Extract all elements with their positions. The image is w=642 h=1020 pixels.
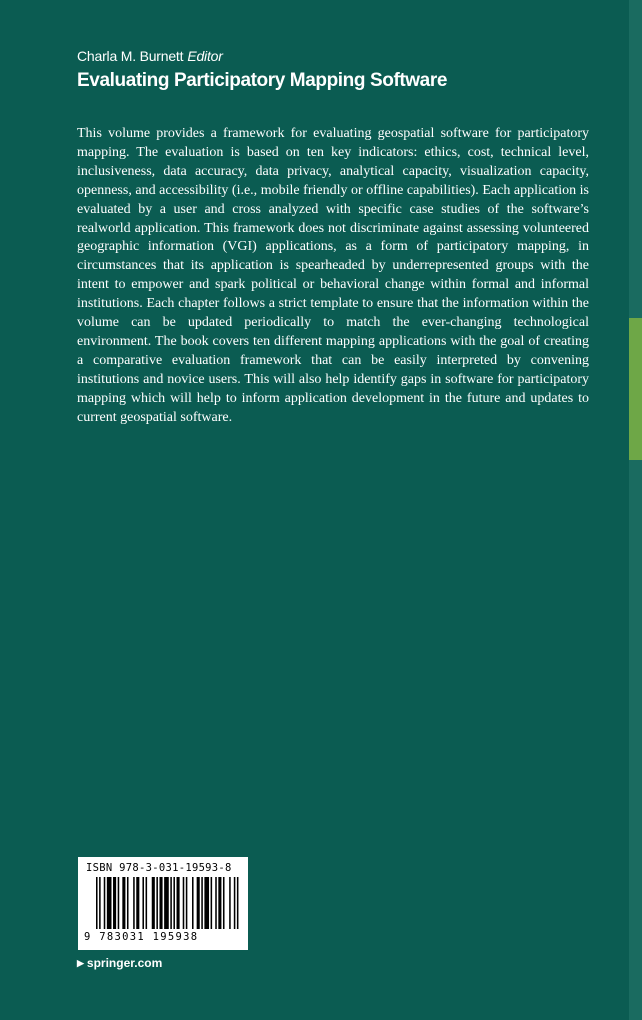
side-stripe: [629, 0, 642, 1020]
arrow-right-icon: ▶: [77, 957, 84, 968]
editor-role: Editor: [187, 48, 223, 64]
barcode-digits: 9 783031 195938: [84, 931, 199, 943]
barcode-bars: [96, 877, 240, 929]
barcode-box: [78, 857, 248, 950]
editor-line: [77, 48, 223, 64]
publisher-link[interactable]: [77, 956, 162, 970]
publisher-url: springer.com: [86, 956, 163, 970]
isbn-label: ISBN 978-3-031-19593-8: [86, 862, 232, 874]
side-accent-bar: [629, 318, 642, 460]
book-title: Evaluating Participatory Mapping Software: [77, 70, 448, 91]
editor-name: Charla M. Burnett: [77, 48, 184, 64]
blurb-text: This volume provides a framework for evaluating geospatial software for participatory mapping. The evaluation is based on ten key indicators: ethics, cost, technical level, inclusiveness, data accuracy, data privacy, analytical capacity, visualization capacity, openness, and accessibility (i.e., mobile friendly or offline capabilities). Each application is evaluated by a user and cross analyzed with specific case studies of the software’s realworld application. This framework does not discriminate against assessing volunteered geographic information (VGI) applications, as a form of participatory mapping, in circumstances that its application is spearheaded by underrepresented groups with the intent to empower and spark political or behavioral change within formal and informal institutions. Each chapter follows a strict template to ensure that the information within the volume can be updated periodically to match the ever-changing technological environment. The book covers ten different mapping applications with the goal of creating a comparative evaluation framework that can be easily interpreted by convening institutions and novice users. This will also help identify gaps in software for participatory mapping which will help to inform application development in the future and updates to current geospatial software.: [77, 126, 589, 425]
